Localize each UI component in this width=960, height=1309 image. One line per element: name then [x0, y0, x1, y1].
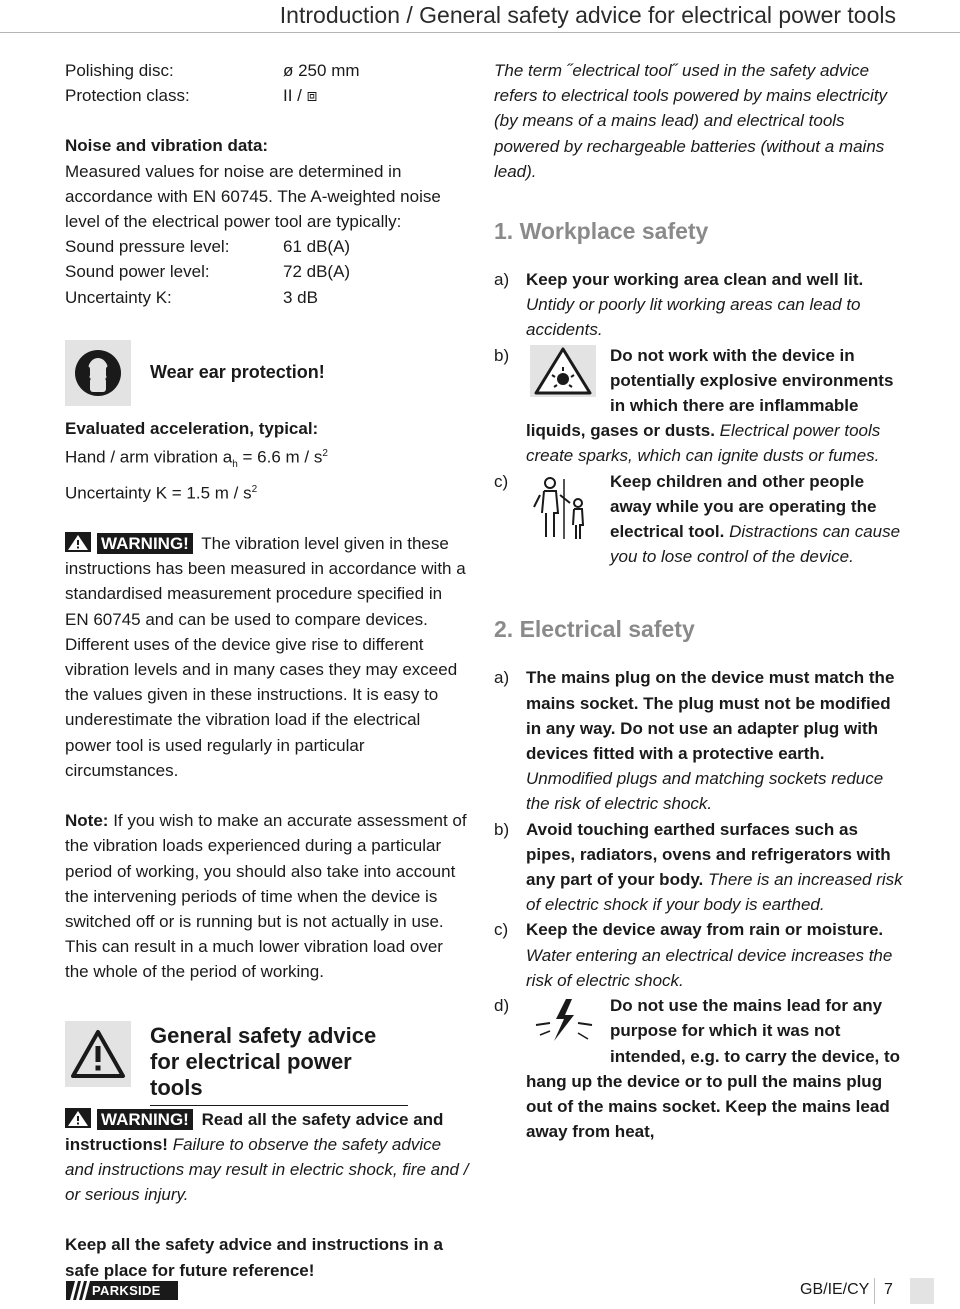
spec-row: [65, 83, 470, 108]
note-paragraph: Note: If you wish to make an accurate assessment of the vibration loads experienced during a particular period of working, you should also take into account the intervening periods of time when the device is switched off or is running but is not actually in use. This can result in a much lower vibration load over the whole of the period of working.: [65, 811, 467, 982]
noise-label: Sound power level:: [65, 262, 210, 282]
page-footer: [0, 1276, 960, 1309]
vibration-warning: WARNING! The vibration level given in these instructions has been measured in accordance with a standardised measurement procedure specified in EN 60745 and can be used to compare devices. Different uses of the device give rise to different vibration levels and in many cases they may exceed the values given in these instructions. It is easy to underestimate the vibration load if the electrical power tool is used regularly in particular circumstances.: [65, 534, 466, 780]
warning-triangle-icon: [65, 532, 91, 552]
electric-hazard-icon: [526, 994, 600, 1048]
noise-value: 61 dB(A): [283, 237, 351, 257]
language-code: GB/IE/CY: [800, 1281, 870, 1298]
warning-triangle-icon: [65, 1108, 91, 1128]
keep-advice-text: Keep all the safety advice and instructions in a safe place for future reference!: [65, 1235, 443, 1280]
page-header: [0, 0, 960, 33]
noise-label: Sound pressure level:: [65, 237, 230, 257]
noise-value: 3 dB: [283, 287, 318, 307]
noise-value: 72 dB(A): [283, 262, 351, 282]
ear-protection-icon: [65, 340, 131, 406]
noise-label: Uncertainty K:: [65, 287, 172, 307]
page-number: 7: [884, 1281, 893, 1298]
general-safety-title: General safety advice for electrical power tools: [150, 1023, 408, 1106]
noise-heading: Noise and vibration data:: [65, 136, 269, 156]
list-item: d) Do not use the mains lead for any purpose for which it was not intended, e.g. to carry the device, to hang up the device or to pull the mains plug out of the mains socket. Keep the mains lead away from heat,: [494, 996, 901, 1142]
noise-row: [65, 259, 470, 284]
spec-label: Protection class:: [65, 86, 190, 106]
ear-protection-block: [65, 340, 470, 406]
warning-badge: WARNING!: [97, 533, 193, 554]
acceleration-uncertainty: Uncertainty K = 1.5 m / $s^2$: [65, 483, 258, 503]
list-item: c) Keep children and other people away while you are operating the electrical tool. Distractions can cause you to lose control of the device.: [494, 471, 901, 567]
acceleration-line: Hand / arm vibration $a_h = 6.6$ m / $s^2$: [65, 447, 328, 470]
list-item: b) Do not work with the device in potentially explosive environments in which there are inflammable liquids, gases or dusts. Electrical power tools create sparks, which can ignite dusts or fumes.: [494, 345, 894, 466]
warning-triangle-icon: [65, 1021, 131, 1087]
keep-children-away-icon: [526, 470, 600, 546]
list-item: a) The mains plug on the device must match the mains socket. The plug must not be modified in any way. Do not use an adapter plug with devices fitted with a protective earth. Unmodified plugs and matching sockets reduce the risk of electric shock.: [494, 668, 895, 814]
explosion-hazard-icon: [526, 344, 600, 398]
warning-badge: WARNING!: [97, 1109, 193, 1130]
left-column: [65, 58, 470, 1283]
electrical-safety-heading: 2. Electrical safety: [494, 616, 695, 643]
list-item: b) Avoid touching earthed surfaces such as pipes, radiators, ovens and refrigerators with any part of your body. There is an increased risk of electric shock if your body is earthed.: [494, 819, 903, 915]
workplace-safety-heading: 1. Workplace safety: [494, 218, 709, 245]
acceleration-heading: Evaluated acceleration, typical:: [65, 418, 319, 438]
spec-label: Polishing disc:: [65, 61, 174, 80]
brand-logo: PARKSIDE: [66, 1281, 178, 1300]
list-item: a) Keep your working area clean and well lit. Untidy or poorly lit working areas can lead to accidents.: [494, 270, 864, 340]
list-item: c) Keep the device away from rain or moisture. Water entering an electrical device increases the risk of electric shock.: [494, 920, 893, 990]
ear-protection-label: Wear ear protection!: [150, 362, 325, 383]
page-tab: [910, 1278, 934, 1304]
noise-intro: Measured values for noise are determined in accordance with EN 60745. The A-weighted noise level of the electrical power tool are typically:: [65, 161, 441, 231]
right-column: [494, 58, 904, 1144]
electrical-tool-definition: The term ˝electrical tool˝ used in the safety advice refers to electrical tools powered by mains electricity (by means of a mains lead) and electrical tools powered by rechargeable batteries (without a mains lead).: [494, 61, 888, 181]
noise-row: [65, 285, 470, 310]
page-title: Introduction / General safety advice for electrical power tools: [279, 2, 896, 28]
noise-row: [65, 234, 470, 259]
read-advice-warning: WARNING! Read all the safety advice and instructions! Failure to observe the safety advice and instructions may result in electric shock, fire and / or serious injury.: [65, 1109, 469, 1205]
general-safety-section-header: [65, 1021, 470, 1100]
spec-row: [65, 58, 470, 83]
spec-value: II / ⧈: [283, 86, 318, 106]
spec-value: ø 250 mm: [283, 61, 360, 80]
